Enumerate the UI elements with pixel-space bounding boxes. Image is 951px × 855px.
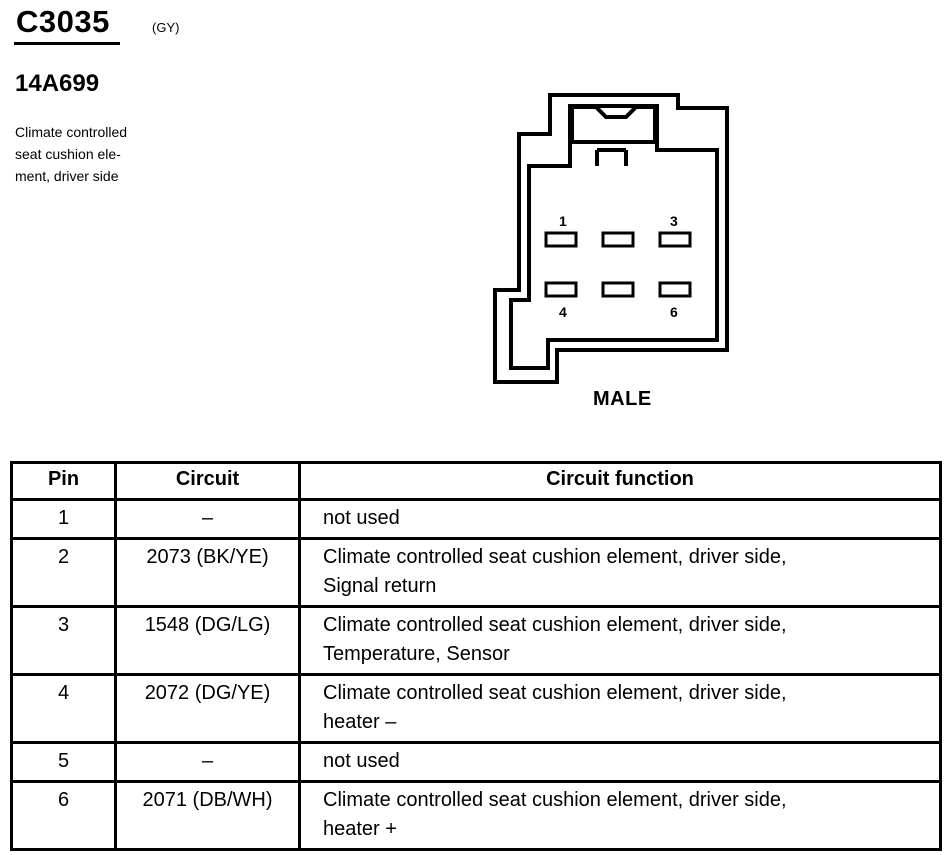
cell-circuit-function [300, 675, 941, 743]
cell-pin: 5 [12, 743, 116, 782]
connector-color-code: (GY) [152, 20, 180, 35]
cell-pin: 4 [12, 675, 116, 743]
table-row [12, 782, 941, 850]
cell-circuit: 2071 (DB/WH) [116, 782, 300, 850]
table-row [12, 500, 941, 539]
header-circuit-function: Circuit function [300, 463, 941, 500]
cell-circuit: 2073 (BK/YE) [116, 539, 300, 607]
header-circuit: Circuit [116, 463, 300, 500]
table-row [12, 607, 941, 675]
key-slot [597, 150, 626, 166]
cell-circuit-function [300, 743, 941, 782]
connector-view-label: MALE [593, 388, 652, 410]
pin-5-terminal [603, 283, 633, 296]
cell-circuit: 1548 (DG/LG) [116, 607, 300, 675]
pin-label-3: 3 [670, 213, 678, 229]
cell-circuit-function [300, 539, 941, 607]
cell-circuit-function [300, 607, 941, 675]
cell-pin: 2 [12, 539, 116, 607]
pin-function-table [10, 461, 942, 851]
connector-id: C3035 [16, 4, 110, 39]
housing-inner-outline [511, 106, 717, 368]
pin-1-terminal [546, 233, 576, 246]
pin-6-terminal [660, 283, 690, 296]
cell-pin: 1 [12, 500, 116, 539]
table-header-row [12, 463, 941, 500]
pin-label-4: 4 [559, 304, 567, 320]
pin-label-1: 1 [559, 213, 567, 229]
circuit-function-text: Climate controlled seat cushion element, driver side, heater – [323, 682, 787, 733]
pin-2-terminal [603, 233, 633, 246]
circuit-function-text: Climate controlled seat cushion element, driver side, Signal return [323, 546, 787, 597]
cell-circuit: 2072 (DG/YE) [116, 675, 300, 743]
pin-3-terminal [660, 233, 690, 246]
cell-circuit-function [300, 500, 941, 539]
circuit-function-text: not used [323, 750, 400, 772]
circuit-function-text: not used [323, 507, 400, 529]
connector-description: Climate controlled seat cushion ele- ment, driver side [15, 124, 128, 184]
cell-pin: 3 [12, 607, 116, 675]
pin-4-terminal [546, 283, 576, 296]
connector-face-diagram [480, 85, 730, 385]
part-number: 14A699 [15, 70, 100, 97]
table-row [12, 743, 941, 782]
cell-circuit: – [116, 743, 300, 782]
circuit-function-text: Climate controlled seat cushion element, driver side, heater + [323, 789, 787, 840]
pin-label-6: 6 [670, 304, 678, 320]
table-row [12, 675, 941, 743]
connector-id-underline [14, 42, 120, 45]
polarization-key [572, 107, 655, 142]
cell-pin: 6 [12, 782, 116, 850]
cell-circuit: – [116, 500, 300, 539]
circuit-function-text: Climate controlled seat cushion element, driver side, Temperature, Sensor [323, 614, 787, 665]
cell-circuit-function [300, 782, 941, 850]
table-row [12, 539, 941, 607]
header-pin: Pin [12, 463, 116, 500]
